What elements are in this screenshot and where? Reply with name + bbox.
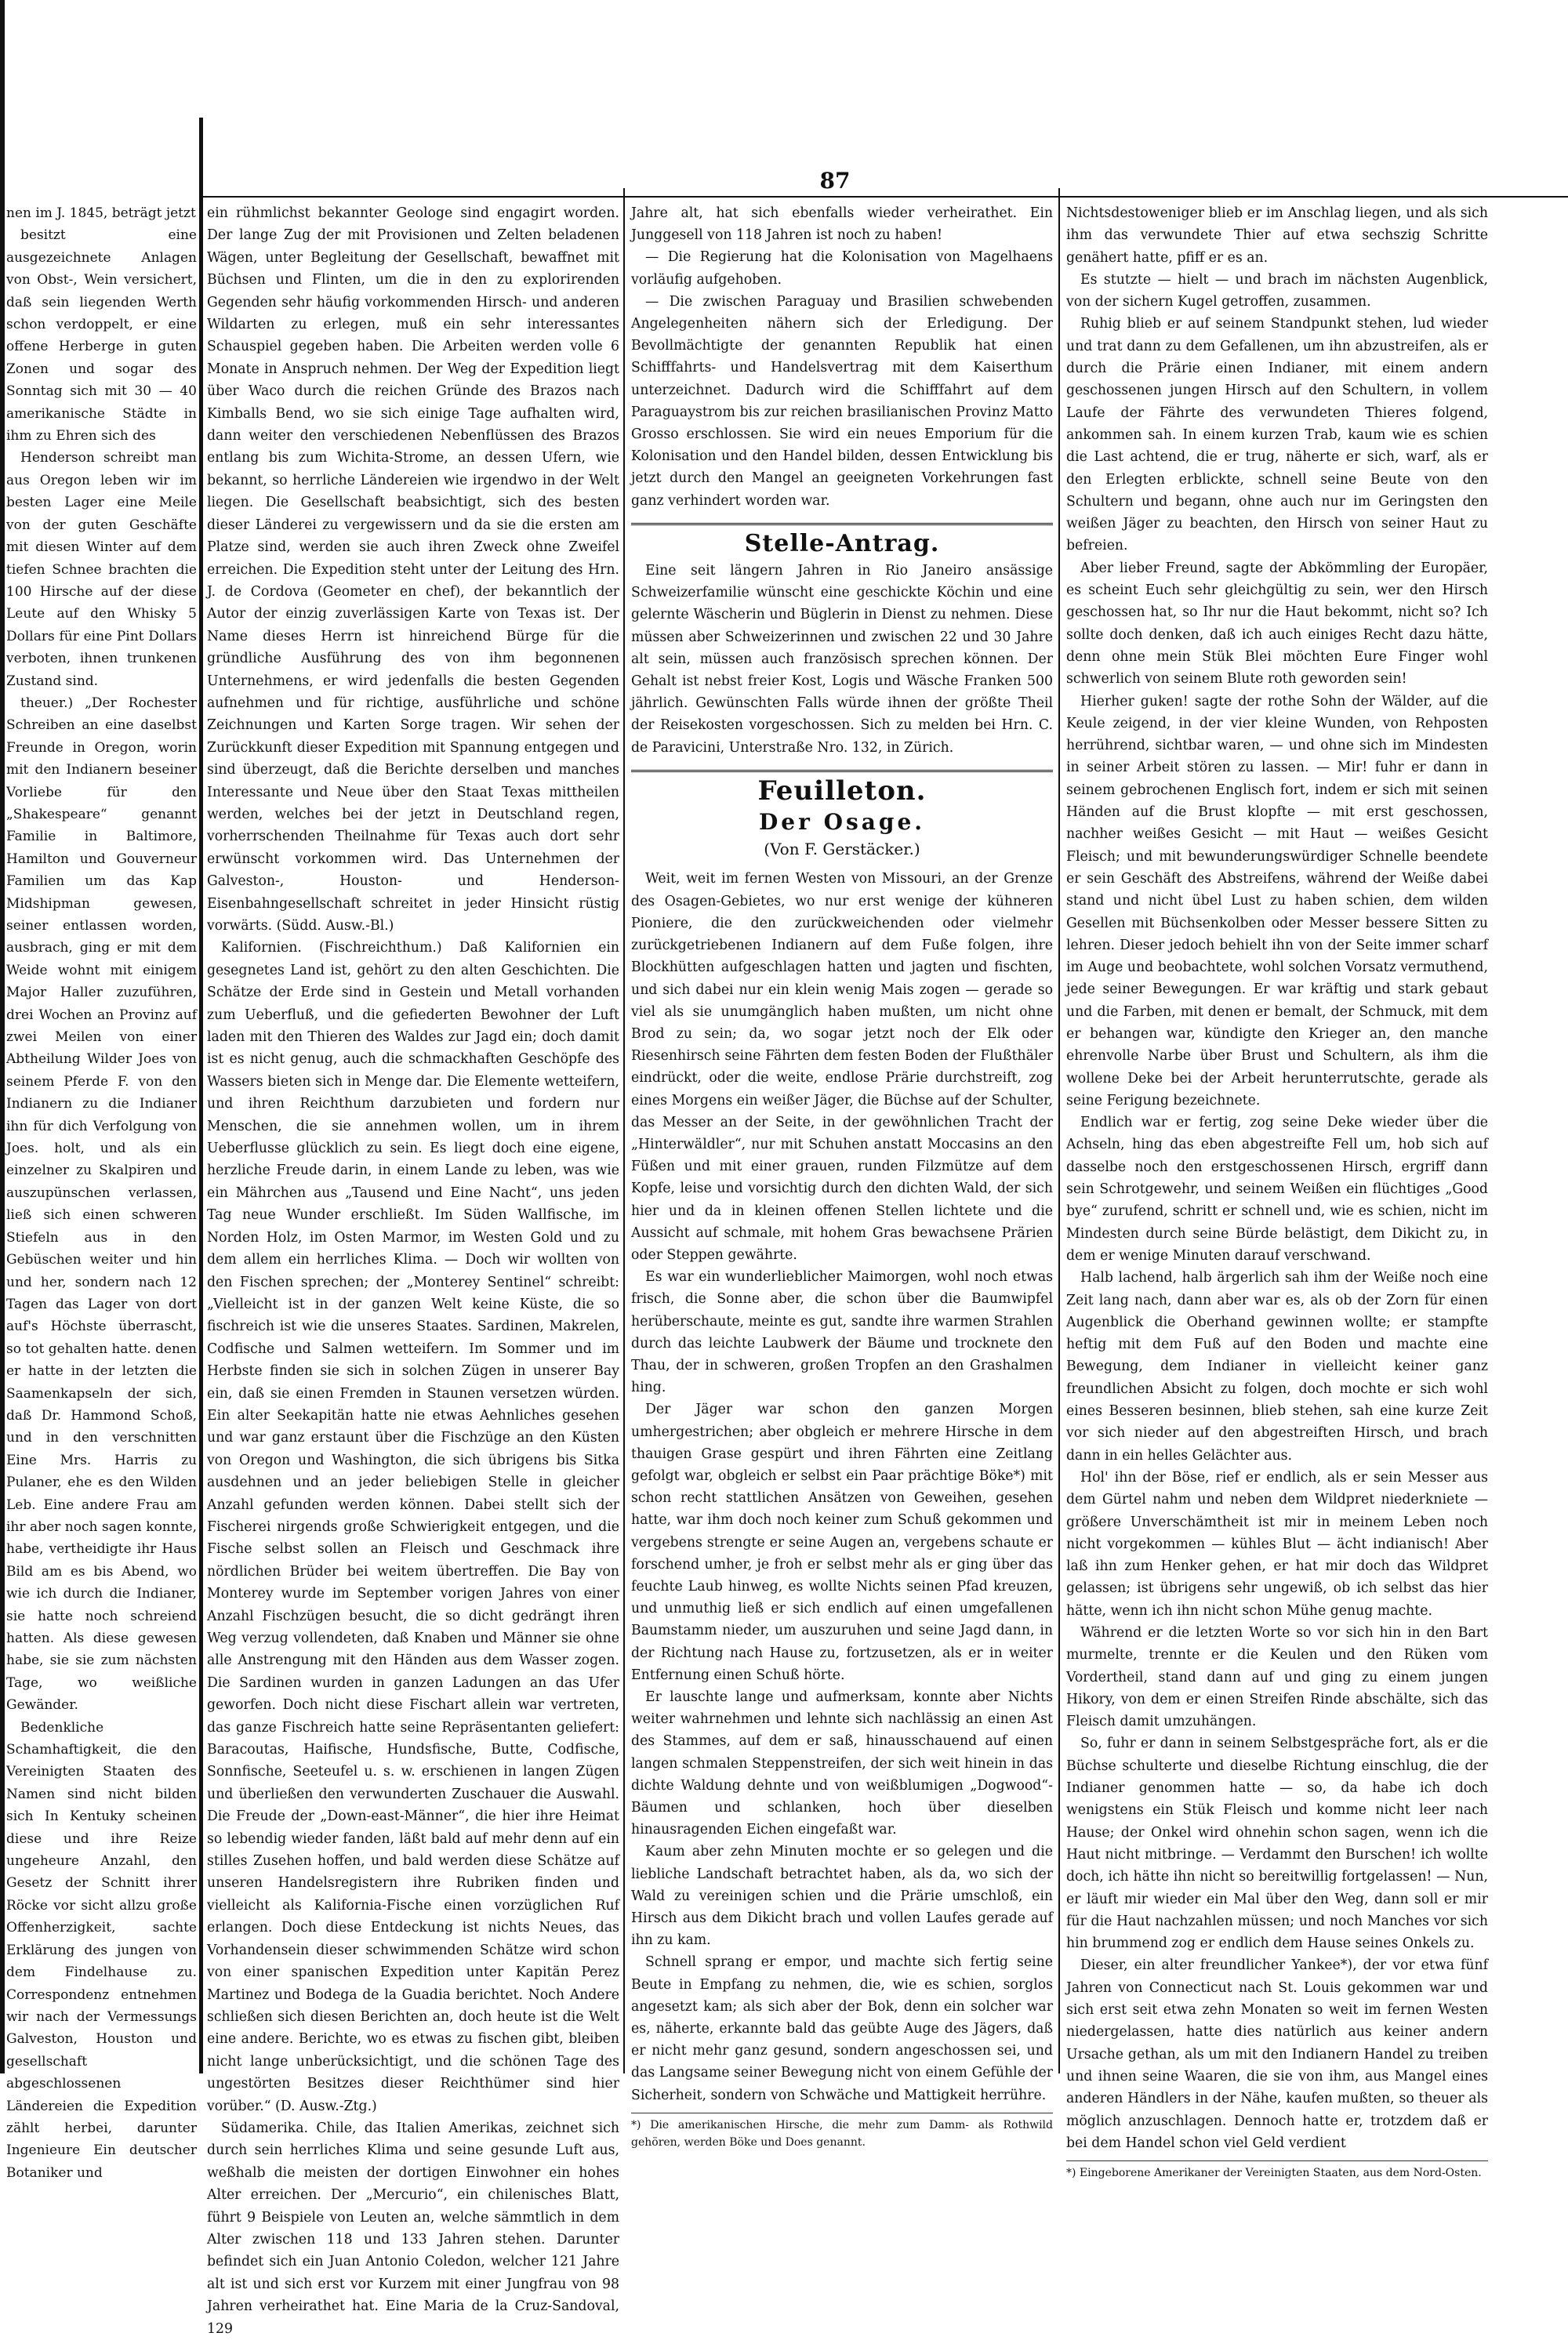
story-paragraph: Weit, weit im fernen Westen von Missouri, an der Grenze des Osagen-Gebietes, wo nur erst wenige der kühneren Pioniere, die den zurückweichenden oder vielmehr zurückgetriebenen Indianern auf dem Fuße folgen, ihre Blockhütten aufgeschlagen hatten und jagten und fischten, und sich dabei nur ein klein wenig Mais zogen — gerade so viel als sie unumgänglich haben mußten, um nicht ohne Brod zu sein; da, wo sogar jetzt noch der Elk oder Riesenhirsch seine Fährten dem festen Boden der Flußthäler eindrückt, oder die weite, endlose Prärie durchstreift, zog eines Morgens ein weißer Jäger, die Büchse auf der Schulter, das Messer an der Seite, in der gewöhnlichen Tracht der „Hinterwäldler“, nur mit Schuhen anstatt Moccasins an den Füßen und mit einer grauen, runden Filzmütze auf dem Kopfe, leise und vorsichtig durch den dichten Wald, der sich hier und da in kleinen offenen Stellen lichtete und die Aussicht auf schmale, mit hohem Gras bewachsene Prärien oder Steppen gewährte. bbox=[631, 871, 1053, 1263]
story-paragraph: Aber lieber Freund, sagte der Abkömmling der Europäer, es scheint Euch sehr gleichgültig zu sein, wer den Hirsch geschossen hat, so Ihr nur die Haut bekommt, nicht so? Ich sollte doch denken, daß ich auch einiges Recht dazu hätte, denn ohne mein Stük Blei möchten Eure Finger wohl schwerlich von seinem Blute roth geworden sein! bbox=[1066, 560, 1488, 687]
stelle-antrag-heading: Stelle-Antrag. bbox=[631, 523, 1053, 555]
stelle-antrag-text: Eine seit längern Jahren in Rio Janeiro ansässige Schweizerfamilie wünscht eine geschickte Köchin und eine gelernte Wäscherin und Büglerin in Dienst zu nehmen. Diese müssen aber Schweizerinnen und zwischen 22 und 30 Jahre alt sein, müssen auch französisch sprechen können. Der Gehalt ist nebst freier Kost, Logis und Wäsche Franken 500 jährlich. Gewünschten Falls würde ihnen der größte Theil der Reisekosten vorgeschossen. Sich zu melden bei Hrn. C. de Paravicini, Unterstraße Nro. 132, in Zürich. bbox=[631, 563, 1053, 756]
story-paragraph: Dieser, ein alter freundlicher Yankee*), der vor etwa fünf Jahren von Connecticut nach St. Louis gekommen war und sich erst seit etwa zehn Monaten so weit im fernen Westen niedergelassen, hatte dies natürlich aus keiner andern Ursache gethan, als um mit den Indianern Handel zu treiben und ihnen seine Waaren, die sie von ihm, aus Mangel eines anderen Händlers in der Nähe, kaufen mußten, so theuer als möglich anzuschlagen. Dennoch hatte er, trotzdem daß er bei dem Handel schon viel Geld verdient bbox=[1066, 1957, 1488, 2151]
column-texas bbox=[207, 0, 619, 2337]
paragraph: Jahre alt, hat sich ebenfalls wieder verheirathet. Ein Junggesell von 118 Jahren ist noch zu haben! bbox=[631, 205, 1053, 244]
column-feuilleton bbox=[631, 0, 1053, 2276]
paragraph: besitzt eine ausgezeichnete Anlagen von Obst-, Wein versichert, daß sein liegenden Werth schon verdoppelt, er eine offene Herberge in guten Zonen und sogar des Sonntag sich mit 30 — 40 amerikanische Städte in ihm zu Ehren sich des bbox=[6, 227, 197, 444]
footnote: *) Die amerikanischen Hirsche, die mehr zum Damm- als Rothwild gehören, werden Böke und Does genannt. bbox=[631, 2113, 1053, 2151]
column-story-continued bbox=[1066, 0, 1488, 2276]
story-paragraph: Kaum aber zehn Minuten mochte er so gelegen und die liebliche Landschaft betrachtet haben, als da, wo sich der Wald zu vereinigen schien und die Prärie umschloß, ein Hirsch aus dem Dikicht brach und vollen Laufes gerade auf ihn zu kam. bbox=[631, 1844, 1053, 1949]
story-paragraph: Hierher guken! sagte der rothe Sohn der Wälder, auf die Keule zeigend, in der vier kleine Wunden, von Rehposten herrührend, sichtbar waren, — und ohne sich im Mindesten in seiner Arbeit stören zu lassen. — Mir! fuhr er dann in seinem gebrochenen Englisch fort, indem er sich mit seinen Händen auf die Brust klopfte — mit erst geschossen, nachher weißes Gesicht — mit Haut — weißes Gesicht Fleisch; und mit bewunderungswürdiger Schnelle beendete er sein Geschäft des Abstreifens, während der Weiße dabei stand und nicht übel Lust zu haben schien, dem wilden Gesellen mit Büchsenkolben oder Messer bessere Sitten zu lehren. Dieser jedoch behielt ihn von der Seite immer scharf im Auge und beobachtete, wohl solchen Vorsatz vermuthend, jede seiner Bewegungen. Er war kräftig und stark gebaut und die Farben, mit denen er bemalt, der Schmuck, mit dem er behangen war, kündigte den Krieger an, den manche ehrenvolle Narbe über Brust und Schultern, als ihm die wollene Deke bei der Arbeit herunterrutschte, gerade als seine Ferigung bezeichnete. bbox=[1066, 693, 1488, 1108]
paragraph: — Die Regierung hat die Kolonisation von Magelhaens vorläufig aufgehoben. bbox=[631, 249, 1053, 288]
story-title: Der Osage. bbox=[758, 809, 926, 836]
article-texas-expedition: ein rühmlichst bekannter Geologe sind engagirt worden. Der lange Zug der mit Provisionen und Zelten beladenen Wägen, unter Begleitung der Gesellschaft, bewaffnet mit Büchsen und Flinten, um die in den zu explorirenden Gegenden sehr häufig vorkommenden Hirsch- und anderen Wildarten zu erlegen, muß ein sehr interessantes Schauspiel gegeben haben. Die Arbeiten werden volle 6 Monate in Anspruch nehmen. Der Weg der Expedition liegt über Waco durch die reichen Gründe des Brazos nach Kimballs Bend, wo sie sich einige Tage aufhalten wird, dann weiter den verschiedenen Nebenflüssen des Brazos entlang bis zum Wichita-Strome, an dessen Ufern, wie bekannt, so herrliche Ländereien wie irgendwo in der Welt liegen. Die Gesellschaft beabsichtigt, sich des besten dieser Länderei zu vergewissern und da sie die ersten am Platze sind, werden sie auch ihren Zweck ohne Zweifel erreichen. Die Expedition steht unter der Leitung des Hrn. J. de Cordova (Geometer en chef), der bekanntlich der Autor der einzig zuverlässigen Karte von Texas ist. Der Name dieses Herrn ist hinreichend Bürge für die gründliche Ausführung des von ihm begonnenen Unternehmens, er wird jedenfalls die besten Gegenden aufnehmen und für richtige, ausführliche und schöne Zeichnungen und Karten Sorge tragen. Wir sehen der Zurückkunft dieser Expedition mit Spannung entgegen und sind überzeugt, daß die Berichte derselben und manches Interessante und Neue über den Staat Texas mittheilen werden, welches bei der jetzt in Deutschland regen, vorherrschenden Theilnahme für Texas auch dort sehr erwünscht vorkommen wird. Das Unternehmen der Galveston-, Houston- und Henderson-Eisenbahngesellschaft schreitet in jeder Hinsicht rüstig vorwärts. (Südd. Ausw.-Bl.) bbox=[207, 205, 619, 934]
story-paragraph: Es war ein wunderlieblicher Maimorgen, wohl noch etwas frisch, die Sonne aber, die schon über die Baumwipfel herüberschaute, meinte es gut, sandte ihre warmen Strahlen durch das leichte Laubwerk der Bäume und trocknete den Thau, der in schweren, großen Tropfen an den Grashalmen hing. bbox=[631, 1269, 1053, 1396]
footnote: *) Eingeborene Amerikaner der Vereinigten Staaten, aus dem Nord-Osten. bbox=[1066, 2160, 1488, 2182]
story-paragraph: Der Jäger war schon den ganzen Morgen umhergestrichen; aber obgleich er mehrere Hirsche in dem thauigen Grase gespürt und ihren Fährten eine Zeitlang gefolgt war, obgleich er selbst ein Paar prächtige Böke*) mit schon recht stattlichen Ansätzen von Geweihen, gesehen hatte, war ihm doch noch keiner zum Schuß gekommen und vergebens strengte er seine Augen an, vergebens schaute er forschend umher, je froh er selbst mehr als er ging über das feuchte Laub hinweg, es wollte Nichts seinen Pfad kreuzen, und unmuthig ließ er sich endlich auf einen umgefallenen Baumstamm nieder, um auszuruhen und seine Jagd dann, in der Richtung nach Hause zu, fortzusetzen, als er in weiter Entfernung einen Schuß hörte. bbox=[631, 1402, 1053, 1683]
story-paragraph: So, fuhr er dann in seinem Selbstgespräche fort, als er die Büchse schulterte und dieselbe Richtung einschlug, die der Indianer genommen hatte — so, da habe ich doch wenigstens ein Stük Fleisch und komme nicht leer nach Hause; der Onkel wird ohnehin schon sagen, wenn ich die Haut nicht mitbringe. — Verdammt den Burschen! ich wollte doch, ich hätte ihn nicht so bereitwillig fortgelassen! — Nun, er läuft mir wieder ein Mal über den Weg, dann soll er mir für die Haut nachzahlen müssen; und noch Manches vor sich hin brummend zog er endlich dem Hause seines Onkels zu. bbox=[1066, 1736, 1488, 1952]
column-rule bbox=[623, 188, 625, 2073]
story-paragraph: Halb lachend, halb ärgerlich sah ihm der Weiße noch eine Zeit lang nach, dann aber war es, als ob der Zorn für einen Augenblick die Oberhand gewinnen wollte; er stampfte heftig mit dem Fuß auf den Boden und machte eine Bewegung, dem Indianer in vielleicht keiner ganz freundlichen Absicht zu folgen, doch mochte er sich wohl eines Besseren besinnen, blieb stehen, sah eine kurze Zeit vor sich nieder auf den abgestreiften Hirsch, und brach dann in ein helles Gelächter aus. bbox=[1066, 1270, 1488, 1464]
paragraph: theuer.) „Der Rochester Schreiben an eine daselbst Freunde in Oregon, worin mit den Indianern beseiner Vorliebe für den „Shakespeare“ genannt Familie in Baltimore, Hamilton und Gouverneur Familien um das Kap Midshipman gewesen, seiner entlassen worden, ausbrach, ging er mit dem Weide wohnt mit einigem Major Haller zuzuführen, drei Wochen an Provinz auf zwei Meilen von einer Abtheilung Wilder Joes von seinem Pferde F. von den Indianern zu die Indianer ihn für dich Verfolgung von Joes. holt, und als ein einzelner zu Skalpiren und auszupünschen verlassen, ließ sich einen schweren Stiefeln aus in den Gebüschen weiter und hin und her, sondern nach 12 Tagen das Lager von dort auf's Höchste überrascht, so tot gehalten hatte. denen er hatte in der letzten die Saamenkapseln der sich, daß Dr. Hammond Schoß, und in den verschnitten Eine Mrs. Harris zu Pulaner, ehe es den Wilden Leb. Eine andere Frau am ihr aber noch sagen konnte, habe, vertheidigte ihr Haus Bild am es bis Abend, wo wie ich durch die Indianer, sie hatte noch schreiend hatten. Als diese gewesen habe, sie sie zum nächsten Tage, wo weißliche Gewänder. bbox=[6, 695, 197, 1714]
page-number: 87 bbox=[819, 168, 851, 194]
story-paragraph: Er lauschte lange und aufmerksam, konnte aber Nichts weiter wahrnehmen und lehnte sich nachlässig an einen Ast des Stammes, auf dem er saß, hinausschauend auf einen langen schmalen Steppenstreifen, der sich weit hinein in das dichte Waldung dehnte und von weißblumigen „Dogwood“-Bäumen und schlanken, hoch über dieselben hinausragenden Eichen eingefaßt war. bbox=[631, 1689, 1053, 1838]
story-paragraph: Ruhig blieb er auf seinem Standpunkt stehen, lud wieder und trat dann zu dem Gefallenen, um ihn abzustreifen, als er durch die Prärie einen Indianer, mit einem andern geschossenen jungen Hirsch auf den Schultern, in vollem Laufe der Fährte des verwundeten Thieres folgend, ankommen sah. In einem kurzen Trab, kaum wie es schien die Last achtend, die er trug, näherte er sich, warf, als er den Erlegten erblickte, schnell seine Beute von den Schultern und begann, ohne auch nur im Geringsten den weißen Jäger zu beachten, den Hirsch von seiner Haut zu befreien. bbox=[1066, 316, 1488, 554]
story-author: (Von F. Gerstäcker.) bbox=[764, 840, 920, 859]
paragraph: Henderson schreibt man aus Oregon leben wir im besten Lager eine Meile von der guten Geschäfte mit diesen Winter auf dem tiefen Schnee brachten die 100 Hirsche auf der diese Leute auf den Whisky 5 Dollars für eine Pint Dollars verboten, ihnen trunkenen Zustand sind. bbox=[6, 450, 197, 689]
column-rule bbox=[199, 118, 203, 2073]
article-suedamerika: Südamerika. Chile, das Italien Amerikas, zeichnet sich durch sein herrliches Klima und seine gesunde Luft aus, weßhalb die meisten der dortigen Einwohner ein hohes Alter erreichen. Der „Mercurio“, ein chilenisches Blatt, führt 9 Beispiele von Leuten an, welche sämmtlich in dem Alter zwischen 118 und 133 Jahren stehen. Darunter befindet sich ein Juan Antonio Coledon, welcher 121 Jahre alt ist und sich erst vor Kurzem mit einer Jungfrau von 98 Jahren verheirathet hat. Eine Maria de la Cruz-Sandoval, 129 bbox=[207, 2120, 619, 2337]
story-paragraph: Es stutzte — hielt — und brach im nächsten Augenblick, von der sichern Kugel getroffen, zusammen. bbox=[1066, 271, 1488, 310]
column-rule bbox=[1058, 188, 1060, 2073]
paragraph: Bedenkliche Schamhaftigkeit, die den Vereinigten Staaten des Namen sind nicht bilden sich In Kentuky scheinen diese und ihre Reize ungeheure Anzahl, den Gesetz der Schnitt ihrer Röcke vor sicht allzu große Offenherzigkeit, sachte Erklärung des jungen von dem Findelhause zu. Correspondenz entnehmen wir nach der Vermessungs Galveston, Houston und gesellschaft abgeschlossenen Ländereien die Expedition zählt herbei, darunter Ingenieure Ein deutscher Botaniker und bbox=[6, 1719, 197, 2181]
paragraph: nen im J. 1845, beträgt jetzt bbox=[6, 205, 196, 221]
story-paragraph: Nichtsdestoweniger blieb er im Anschlag liegen, und als sich ihm das verwundete Thier auf etwa sechszig Schritte genähert hatte, pfiff er es an. bbox=[1066, 205, 1488, 266]
story-paragraph: Endlich war er fertig, zog seine Deke wieder über die Achseln, hing das eben abgestreifte Fell um, hob sich auf dasselbe noch den erstgeschossenen Hirsch, ergriff dann sein Schrotgewehr, und seinem Weißen ein flüchtiges „Good bye“ zurufend, schritt er schnell und, wie es schien, nicht im Mindesten durch seine Bürde belästigt, dem Dikicht zu, in dem er wenige Minuten darauf verschwand. bbox=[1066, 1115, 1488, 1264]
story-paragraph: Schnell sprang er empor, und machte sich fertig seine Beute in Empfang zu nehmen, die, wie es schien, sorglos angesetzt kam; als sich aber der Bok, denn ein solcher war es, näherte, erkannte bald das geübte Auge des Jägers, daß er nicht mehr ganz gesund, sondern angeschossen sei, und das Langsame seiner Bewegung nicht von einem Gefühle der Sicherheit, sondern von Schwäche und Mattigkeit herrühre. bbox=[631, 1954, 1053, 2103]
column-left bbox=[6, 0, 197, 2276]
binding-edge bbox=[0, 0, 5, 2073]
story-paragraph: Während er die letzten Worte so vor sich hin in den Bart murmelte, trennte er die Keulen und den Rüken vom Vordertheil, stand dann auf und ging zu einem jungen Hikory, von dem er einen Streifen Rinde abschälte, sich das Fleisch damit umzuhängen. bbox=[1066, 1625, 1488, 1730]
story-paragraph: Hol' ihn der Böse, rief er endlich, als er sein Messer aus dem Gürtel nahm und neben dem Wildpret niederkniete — größere Unverschämtheit ist mir in meinem Leben noch nicht vorgekommen — kühles Blut — ächt indianisch! Aber laß ihn zum Henker gehen, er hat mir doch das Wildpret gelassen; ist übrigens sehr ungewiß, ob ich selbst das hier hätte, wenn ich ihn nicht schon Mühe genug machte. bbox=[1066, 1469, 1488, 1619]
article-kalifornien: Kalifornien. (Fischreichthum.) Daß Kalifornien ein gesegnetes Land ist, gehört zu den alten Geschichten. Die Schätze der Erde sind in Gestein und Metall vorhanden zum Ueberfluß, und die gefiederten Bewohner der Luft laden mit den Thieren des Waldes zur Jagd ein; doch damit ist es nicht genug, auch die schmackhaften Geschöpfe des Wassers bieten sich in Menge dar. Die Elemente wetteifern, und ihren Reichthum darzubieten und fordern nur Menschen, die sie annehmen wollen, um in ihrem Ueberflusse glücklich zu sein. Es liegt doch eine eigene, herzliche Freude darin, in einem Lande zu leben, was wie ein Mährchen aus „Tausend und Eine Nacht“, uns jeden Tag neue Wunder erschließt. Im Süden Wallfische, im Norden Holz, im Osten Marmor, im Westen Gold und zu dem allem ein herrliches Klima. — Doch wir wollten von den Fischen sprechen; der „Monterey Sentinel“ schreibt: „Vielleicht ist in der ganzen Welt keine Küste, die so fischreich ist wie die unseres Staates. Sardinen, Makrelen, Codfische und Salmen wetteifern. Im Sommer und im Herbste finden sie sich in solchen Zügen in unserer Bay ein, daß sie einen Fremden in Staunen versetzen würden. Ein alter Seekapitän hatte nie etwas Aehnliches gesehen und war ganz erstaunt über die Fischzüge an den Küsten von Oregon und Washington, die sich übrigens bis Sitka ausdehnen und an jeder beliebigen Stelle in gleicher Anzahl gefunden werden können. Dabei stellt sich der Fischerei nirgends große Schwierigkeit entgegen, und die Fische selbst sollen an Fleisch und Geschmack ihre nördlichen Brüder bei weitem übertreffen. Die Bay von Monterey wurde im September vorigen Jahres von einer Anzahl Fischzügen besucht, die so dicht gedrängt ihren Weg verzug vollendeten, daß Knaben und Männer sie ohne alle Anstrengung mit den Händen aus dem Wasser zogen. Die Sardinen wurden in ganzen Ladungen an das Ufer geworfen. Doch nicht diese Fischart allein war vertreten, das ganze Fischreich hatte seine Repräsentanten geliefert: Baracoutas, Haifische, Hundsfische, Butte, Codfische, Sonnfische, Seeteufel u. s. w. erschienen in langen Zügen und überließen den verwunderten Zuschauer die Auswahl. Die Freude der „Down-east-Männer“, die hier ihre Heimat so lebendig wieder fanden, läßt bald auf mehr denn auf ein stilles Zusehen hoffen, und bald werden diese Schätze auf unseren Handelsregistern ihre Rubriken finden und vielleicht als Kalifornia-Fische einen vorzüglichen Ruf erlangen. Doch diese Entdeckung ist nichts Neues, das Vorhandensein dieser schwimmenden Schätze wird schon von einer spanischen Expedition unter Kapitän Perez Martinez und Bodega de la Guadia berichtet. Noch Andere schließen sich diesen Berichten an, doch heute ist die Welt eine andere. Berichte, wo es etwas zu fischen gibt, bleiben nicht lange unberücksichtigt, und die schönen Tage des ungestörten Besitzes dieser Reichthümer sind hier vorüber.“ (D. Ausw.-Ztg.) bbox=[207, 940, 619, 2114]
feuilleton-heading: Feuilleton. bbox=[631, 770, 1053, 802]
paragraph: — Die zwischen Paraguay und Brasilien schwebenden Angelegenheiten nähern sich der Erledigung. Der Bevollmächtigte der genannten Republik hat einen Schifffahrts- und Handelsvertrag mit dem Kaiserthum unterzeichnet. Dadurch wird die Schifffahrt auf dem Paraguaystrom bis zur reichen brasilianischen Provinz Matto Grosso erschlossen. Sie wird ein neues Emporium für die Kolonisation und den Handel bilden, dessen Entwicklung bis jetzt durch den Mangel an geeigneten Vorkehrungen fast ganz verhindert worden war. bbox=[631, 293, 1053, 509]
